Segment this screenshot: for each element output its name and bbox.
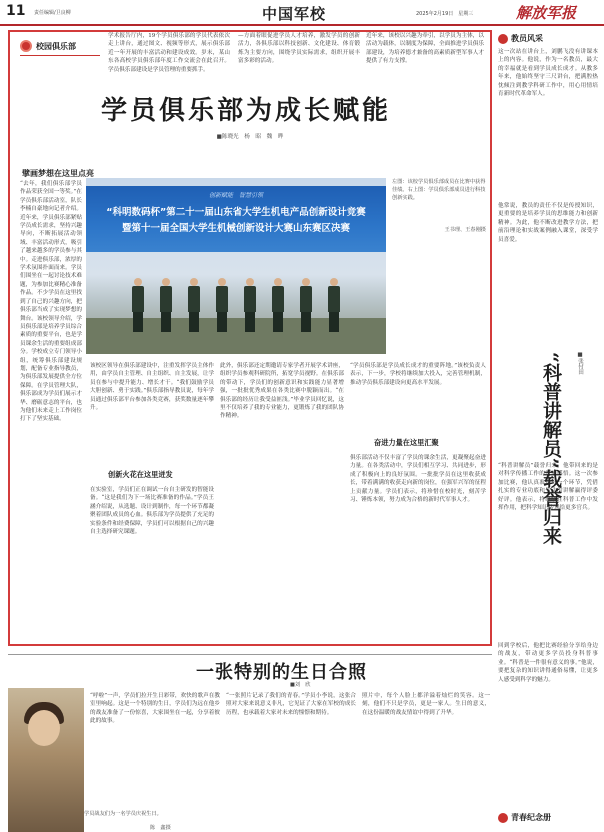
column-text: “科普讲解员”载誉归来，他带回来的是对科学传播工作的深刻感悟。这一次参加比赛，他认真准备每一个环节，凭借扎实的专业功底和生动的讲解赢得评委好评。他表示，将继续在科普工作中发挥作用，把科学知识传递给更多官兵。: [498, 463, 598, 512]
body-column-1: 该校区领导在俱乐部建设中，注重发挥学员主体作用，由学员自主管理、自主组织、自主发展，让学员在参与中提升能力、增长才干。“我们鼓励学员大胆创新、勇于实践。”俱乐部指导教员说，每年学员通过俱乐部平台参加各类竞赛，获奖数量逐年攀升。: [90, 363, 214, 412]
body-column-2: 此外，俱乐部还定期邀请专家学者开展学术讲座，组织学员参观科研院所，拓宽学员视野。在俱乐部的带动下，学员们的创新意识和实践能力显著增强，一批批优秀成果在各类比赛中脱颖而出。“在俱乐部的经历让我受益匪浅。”毕业学员回忆说，这里不仅培养了我的专业能力，更锻炼了我的团队协作精神。: [220, 363, 344, 420]
banner-line-2: 暨第十一届全国大学生机械创新设计大赛山东赛区决赛: [121, 223, 350, 234]
column-text-2: 回到学校后，他把比赛经验分享给身边的战友，带动更多学员投身科普事业。“科普是一件很有意义的事。”他说，要把复杂的知识讲得通俗易懂，让更多人感受到科学的魅力。: [498, 643, 598, 683]
feature-headline: 学员俱乐部为成长赋能: [100, 96, 391, 126]
column-side-text: [498, 352, 536, 462]
body-column-3b: 俱乐部活动不仅丰富了学员的课余生活，更凝聚起奋进力量。在各类活动中，学员们相互学习、共同进步，形成了积极向上的良好氛围。一批批学员在这里收获成长，带着满满的收获走向新的岗位，在强军兴军的征程上贡献力量。学员们表示，将珍惜在校时光，刻苦学习、锤炼本领，努力成为合格的新时代军事人才。: [350, 455, 486, 504]
photo-ground: [86, 318, 386, 354]
feature-subhead: 擘画梦想在这里点亮: [22, 169, 94, 178]
editorial-head-icon: [498, 34, 508, 44]
body-column-3: “学员俱乐部是学员成长成才的重要阵地。”该校负责人表示，下一步，学校将继续加大投入，完善管理机制，推动学员俱乐部建设向更高水平发展。: [350, 363, 486, 386]
birthday-caption: 学员战友们为一名学员庆祝生日。: [84, 811, 162, 817]
youth-head: [498, 812, 551, 823]
photo-person: [216, 278, 228, 334]
bottom-body-2: “一张照片记录了我们的青春。”学员小李说，这张合照对大家来说意义非凡，它见证了大家在军校的成长历程，也承载着大家对未来的憧憬和期待。: [226, 693, 356, 716]
bottom-body-3: 照片中，每个人脸上都洋溢着灿烂的笑容。这一刻，他们不只是学员，更是一家人。生日的意义，在这份温暖的战友情谊中得到了升华。: [362, 693, 490, 716]
photo-person: [244, 278, 256, 334]
bottom-byline: ■刘 欣: [290, 682, 311, 688]
column-tag-label: 校园俱乐部: [36, 41, 76, 51]
editorial-head: [498, 33, 543, 44]
editorial-text: 这一次站在讲台上，刘鹏飞没有讲课本上的内容。他说，作为一名教员，最大的幸福就是看到学员成长成才。从教多年来，他始终坚守三尺讲台，把满腔热忱倾注到教学科研工作中，用心用情培育新时代革命军人。: [498, 49, 598, 98]
photo-person: [272, 278, 284, 334]
inline-subhead-2: 奋进力量在这里汇聚: [374, 438, 439, 447]
photo-person: [132, 278, 144, 334]
editorial-head-label: 教员风采: [511, 34, 543, 43]
feature-byline: ■陈晓光 杨 昭 魏 晔: [216, 134, 284, 140]
column-vertical-title: “科普讲解员”载誉归来: [540, 352, 562, 545]
photo-banner: [86, 186, 386, 252]
photo-person: [300, 278, 312, 334]
page-number: 11: [6, 3, 26, 19]
bottom-headline: 一张特别的生日合照: [196, 662, 367, 683]
photo-person: [188, 278, 200, 334]
bottom-divider: [8, 654, 492, 655]
section-title: 中国军校: [262, 5, 327, 23]
inline-subhead-1: 创新火花在这里迸发: [108, 470, 173, 479]
photo-credit: 王书理、王春刚摄: [444, 227, 486, 233]
masthead: [0, 0, 604, 26]
birthday-photo: [8, 688, 84, 832]
lead-paragraph-3: 近年来，该校以兴趣为牵引，以学员为主体，以活动为载体，以制度为保障，全面推进学员俱乐部建设，为培养德才兼备的高素质新型军事人才提供了有力支撑。: [366, 33, 484, 65]
editorial-text-2: 他常说，教员的责任不仅是传授知识，更重要的是培养学员的思维能力和创新精神。为此，他不断改进教学方法，把前沿理论和实战案例融入课堂，深受学员喜爱。: [498, 203, 598, 243]
photo-face: [28, 710, 60, 746]
column-tag-icon: [20, 40, 32, 52]
column-author: ■张付田: [577, 352, 583, 375]
bottom-body-1: “呼啦”一声，学员们拉开生日彩带，欢快的歌声在教室里响起。这是一个特别的生日，学员们为远在他乡的战友准备了一份惊喜，大家围坐在一起，分享着彼此的故事。: [90, 693, 220, 725]
newspaper-logo: 解放军报: [516, 4, 577, 22]
lead-paragraph-1: 学术报告厅内，19个学员俱乐部的学员代表依次走上讲台，通过图文、视频等形式，展示俱乐部近一年开展的丰富活动和建设成效。岁末，某山东各高校学员俱乐部年度工作交流会在此召开。学员俱乐部建设是学员管理的重要抓手。: [108, 33, 230, 73]
photo-person: [160, 278, 172, 334]
photo-caption: 左图：该校学员俱乐部成员在比赛中获得佳绩。右上图：学员俱乐部成员进行科技创新实践。: [392, 179, 486, 201]
column-tag-rule: [20, 55, 100, 56]
editor-credit: 责任编辑/卫良柳: [34, 10, 71, 16]
banner-slogan: 创新赋能 智慧引领: [208, 192, 263, 199]
left-column-text: “去年，我们俱乐部学员作品荣获全国一等奖。”在学员俱乐部活动室，队长李楠自豪地向记者介绍。近年来，学员俱乐部紧贴学员成长需求，坚持兴趣导向，不断拓展活动领域、丰富活动形式，吸引了越来越多的学员参与其中。走进俱乐部，浓厚的学术氛围扑面而来。学员们围坐在一起讨论技术难题，为参加比赛精心准备作品。不少学员在这里找到了自己的兴趣方向，把俱乐部当成了实现梦想的舞台。该校领导介绍，学员俱乐部是培养学员综合素质的重要平台，也是学员课余生活的重要组成部分。学校成立专门领导小组，统筹俱乐部建设规划，配备专业指导教员，为俱乐部发展提供全方位保障。在学员管理大队，俱乐部成为学员们展示才华、磨砺意志的平台，也为他们未来走上工作岗位打下了坚实基础。: [20, 181, 82, 423]
column-tag: [20, 40, 76, 52]
lead-paragraph-2: —方面着眼促进学员人才培养，激发学员的创新活力，各俱乐部以科技创新、文化建设、体育锻炼为主要方向，围绕学员实际需求，组织开展丰富多彩的活动。: [238, 33, 360, 65]
feature-photo: [86, 178, 386, 354]
issue-date: 2025年2月19日 星期三: [416, 11, 474, 17]
banner-line-1: “科明数码杯”第二十一届山东省大学生机电产品创新设计竞赛: [106, 207, 366, 218]
youth-head-label: 青春纪念册: [511, 813, 551, 822]
birthday-credit: 陈 鑫摄: [150, 825, 171, 831]
body-column-1b: 在实验室，学员们正在调试一台自主研发的智能设备。“这是我们为下一场比赛准备的作品。”学员王涵介绍说，从选题、设计到制作，每一个环节都凝聚着团队成员的心血。俱乐部为学员提供了充足的实验条件和经费保障，学员们可以根据自己的兴趣自主选择研究课题。: [90, 487, 214, 536]
youth-head-icon: [498, 813, 508, 823]
photo-person: [328, 278, 340, 334]
